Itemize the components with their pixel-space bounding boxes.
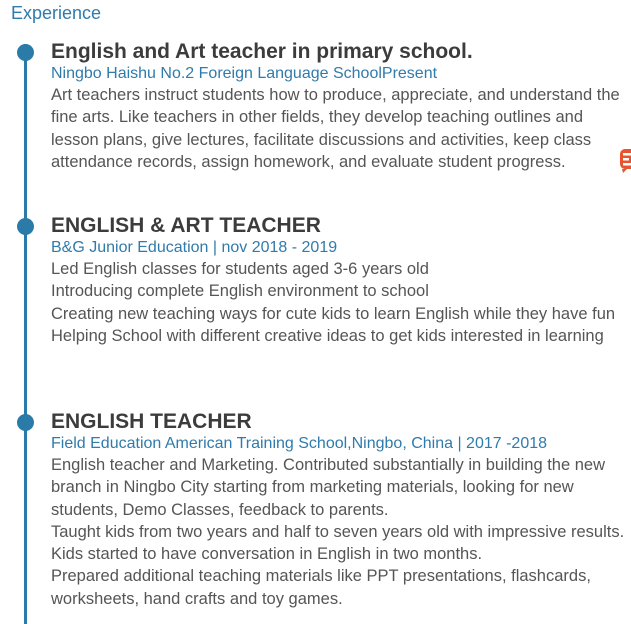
job-description [51,84,629,173]
description-line: Art teachers instruct students how to produce, appreciate, and understand the fine arts. Like teachers in other fields, they develop teaching outlines and lesson plans, give lectures, facilitate discussions and activities, keep class attendance records, assign homework, and evaluate student progress. [51,86,620,171]
job-description [51,454,629,610]
job-title: ENGLISH & ART TEACHER [51,214,321,237]
translate-badge-icon[interactable] [619,147,631,173]
timeline-dot [17,44,34,61]
job-description [51,258,629,347]
timeline-dot [17,218,34,235]
job-title: English and Art teacher in primary school. [51,40,473,63]
job-meta: B&G Junior Education | nov 2018 - 2019 [51,239,338,256]
description-line: Creating new teaching ways for cute kids to learn English while they have fun [51,304,616,323]
experience-entry [51,410,629,610]
job-title: ENGLISH TEACHER [51,410,252,433]
section-title: Experience [11,3,102,23]
description-line: Taught kids from two years and half to seven years old with impressive results. Kids started to have conversation in English in two months. [51,522,625,564]
job-meta: Field Education American Training School,Ningbo, China | 2017 -2018 [51,435,548,452]
description-line: Prepared additional teaching materials like PPT presentations, flashcards, worksheets, hand crafts and toy games. [51,567,591,608]
description-line: Led English classes for students aged 3-6 years old [51,260,429,278]
timeline-dot [17,414,34,431]
description-line: Introducing complete English environment to school [51,282,429,301]
description-line: Helping School with different creative ideas to get kids interested in learning [51,326,604,345]
job-meta: Ningbo Haishu No.2 Foreign Language SchoolPresent [51,65,438,82]
timeline-line [24,44,27,624]
experience-entry [51,40,629,173]
experience-entry [51,214,629,347]
description-line: English teacher and Marketing. Contributed substantially in building the new branch in Ningbo City starting from marketing materials, looking for new students, Demo Classes, feedback to parents. [51,456,605,519]
